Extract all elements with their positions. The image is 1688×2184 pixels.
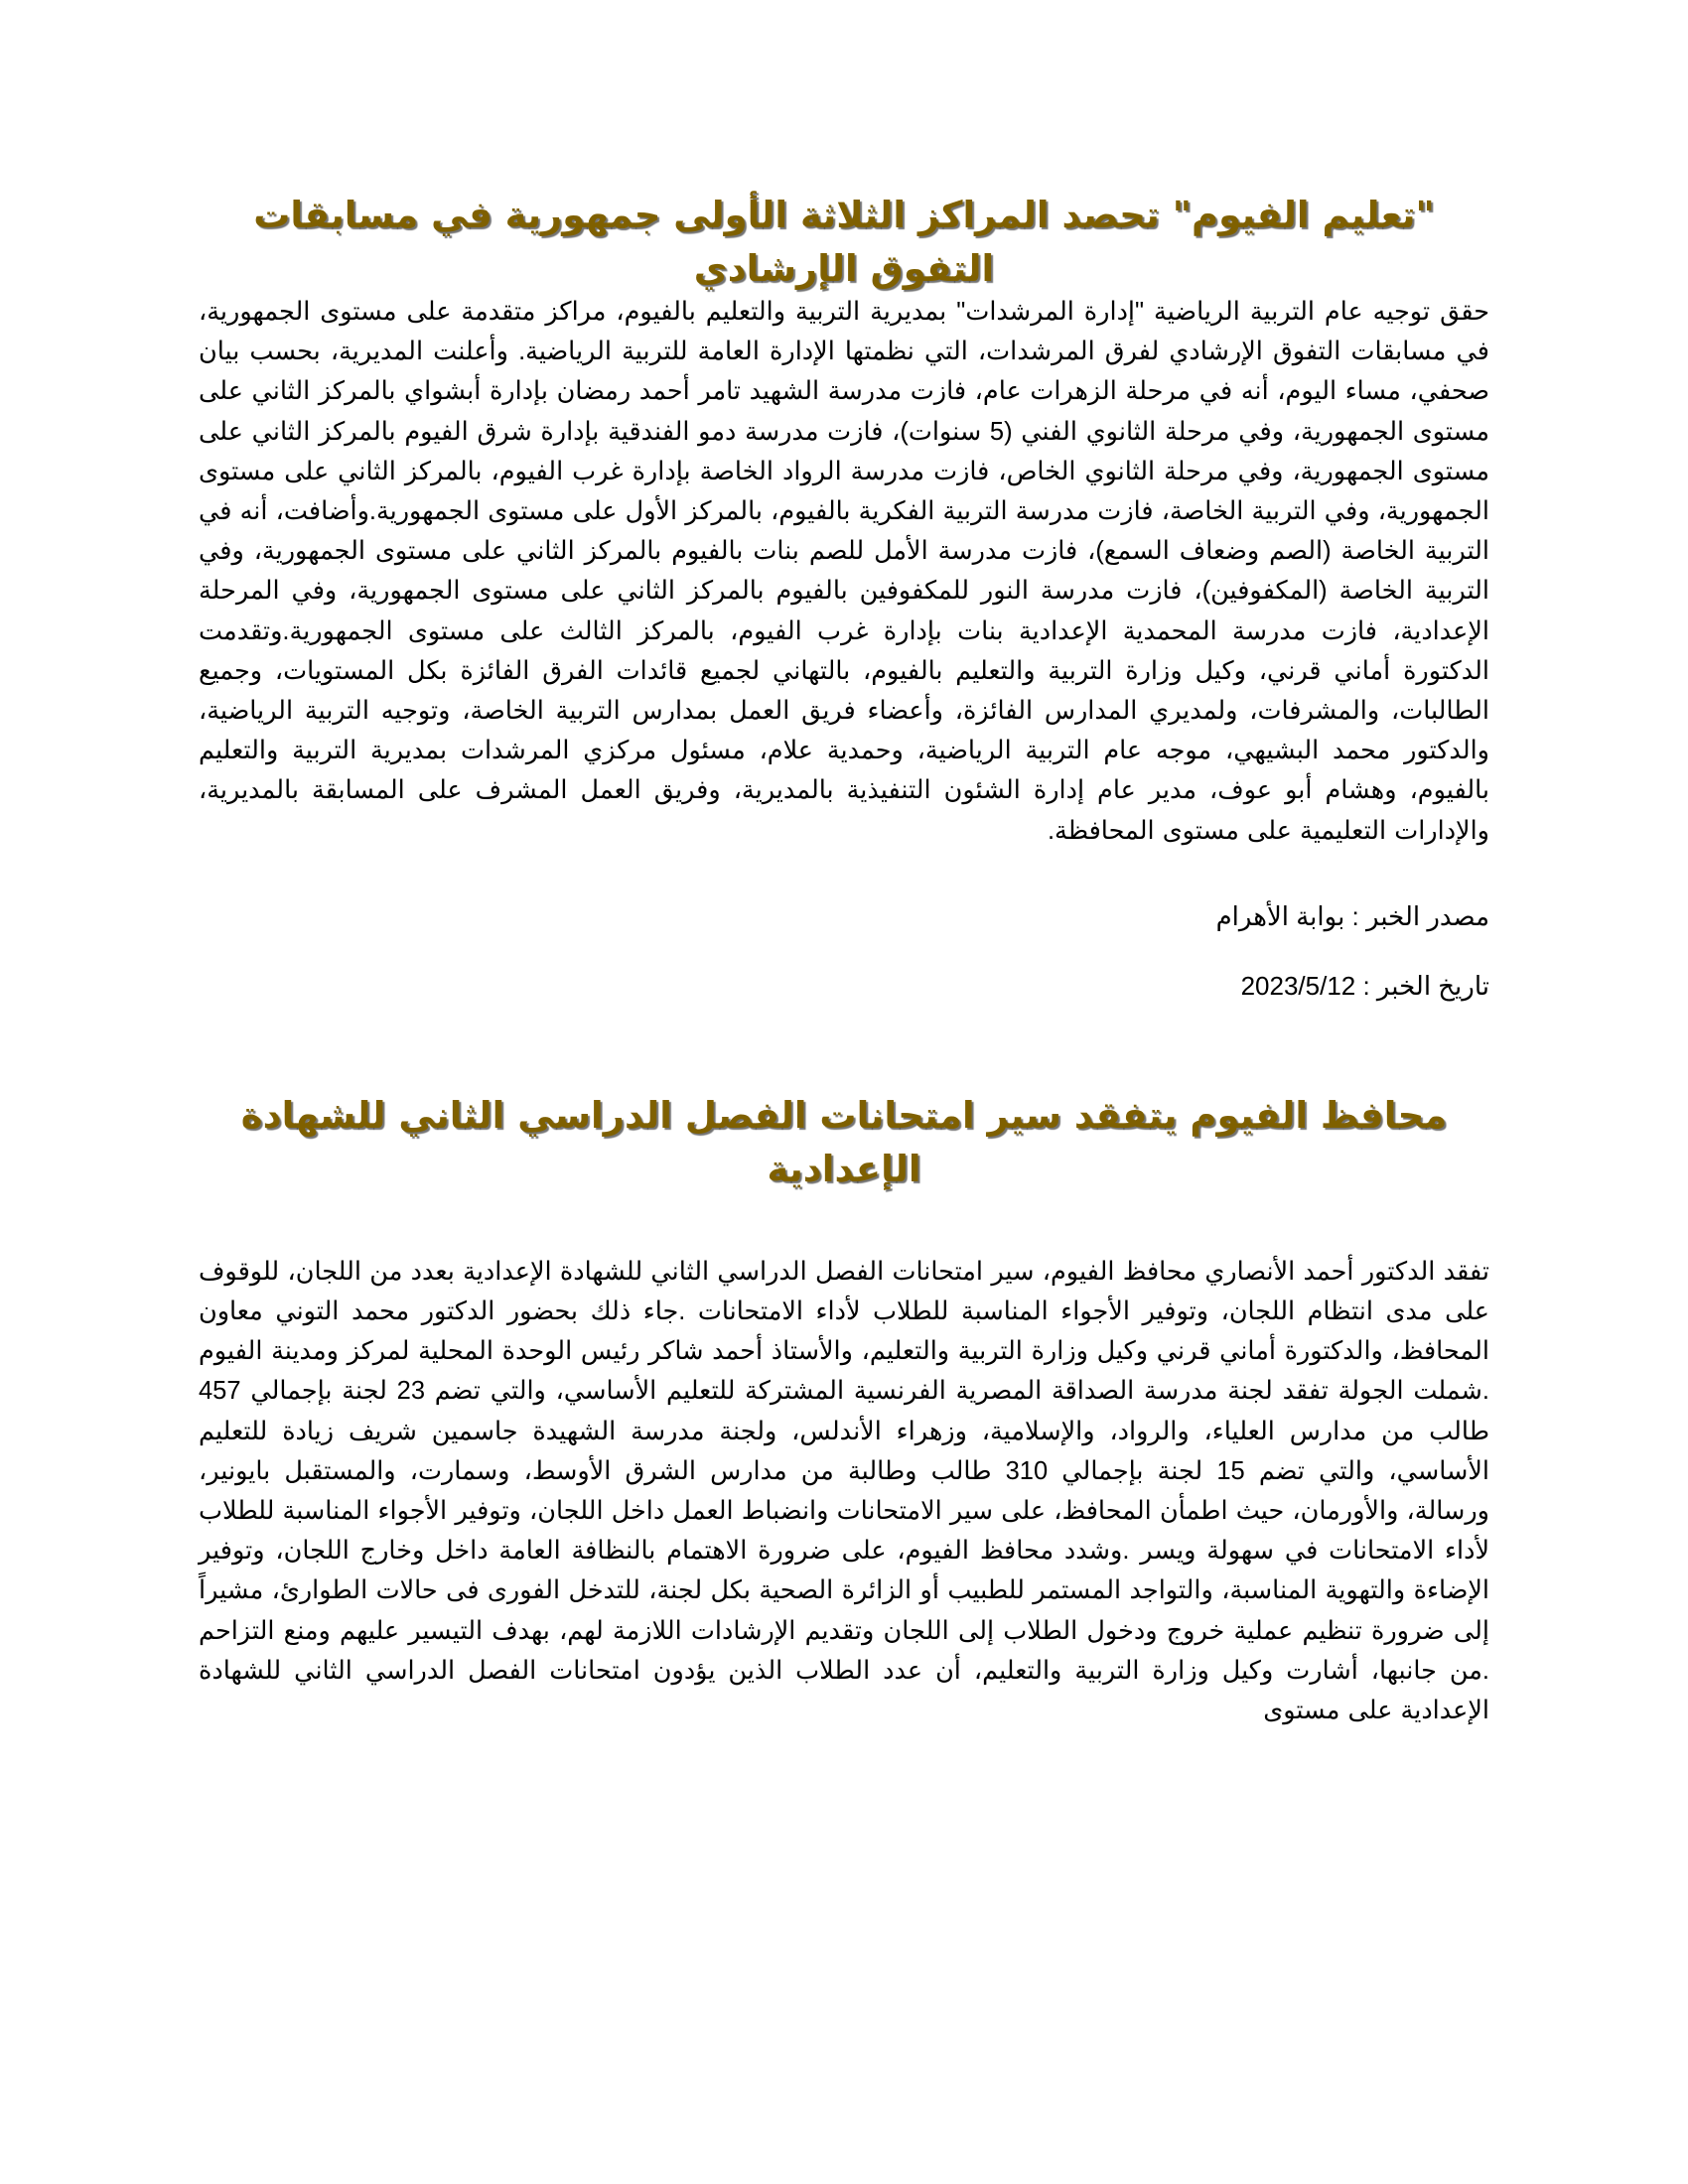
article-body: تفقد الدكتور أحمد الأنصاري محافظ الفيوم، سير امتحانات الفصل الدراسي الثاني للشهادة الإعدادية بعدد من اللجان، للوقوف على مدى انتظام اللجان، وتوفير الأجواء المناسبة للطلاب لأداء الامتحانات .جاء ذلك بحضور الدكتور محمد التوني معاون المحافظ، والدكتورة أماني قرني وكيل وزارة التربية والتعليم، والأستاذ أحمد شاكر رئيس الوحدة المحلية لمركز ومدينة الفيوم .شملت الجولة تفقد لجنة مدرسة الصداقة المصرية الفرنسية المشتركة للتعليم الأساسي، والتي تضم 23 لجنة بإجمالي 457 طالب من مدارس العلياء، والرواد، والإسلامية، وزهراء الأندلس، ولجنة مدرسة الشهيدة جاسمين شريف زيادة للتعليم الأساسي، والتي تضم 15 لجنة بإجمالي 310 طالب وطالبة من مدارس الشرق الأوسط، وسمارت، والمستقبل بايونير، ورسالة، والأورمان، حيث اطمأن المحافظ، على سير الامتحانات وانضباط العمل داخل اللجان، وتوفير الأجواء المناسبة للطلاب لأداء الامتحانات في سهولة ويسر .وشدد محافظ الفيوم، على ضرورة الاهتمام بالنظافة العامة داخل وخارج اللجان، وتوفير الإضاءة والتهوية المناسبة، والتواجد المستمر للطبيب أو الزائرة الصحية بكل لجنة، للتدخل الفورى فى حالات الطوارئ، مشيراً إلى ضرورة تنظيم عملية خروج ودخول الطلاب إلى اللجان وتقديم الإرشادات اللازمة لهم، بهدف التيسير عليهم ومنع التزاحم .من جانبها، أشارت وكيل وزارة التربية والتعليم، أن عدد الطلاب الذين يؤدون امتحانات الفصل الدراسي الثاني للشهادة الإعدادية على مستوى [199, 1257, 1490, 1725]
article-1 [199, 189, 1489, 1006]
news-date: تاريخ الخبر : 2023/5/12 [1240, 970, 1489, 1001]
article-2 [199, 1089, 1489, 1730]
document-page [199, 179, 1489, 1730]
article-body: حقق توجيه عام التربية الرياضية "إدارة المرشدات" بمديرية التربية والتعليم بالفيوم، مراكز متقدمة على مستوى الجمهورية، في مسابقات التفوق الإرشادي لفرق المرشدات، التي نظمتها الإدارة العامة للتربية الرياضية. وأعلنت المديرية، بحسب بيان صحفي، مساء اليوم، أنه في مرحلة الزهرات عام، فازت مدرسة الشهيد تامر أحمد رمضان بإدارة أبشواي بالمركز الثاني على مستوى الجمهورية، وفي مرحلة الثانوي الفني (5 سنوات)، فازت مدرسة دمو الفندقية بإدارة شرق الفيوم بالمركز الثاني على مستوى الجمهورية، وفي مرحلة الثانوي الخاص، فازت مدرسة الرواد الخاصة بإدارة غرب الفيوم، بالمركز الثاني على مستوى الجمهورية، وفي التربية الخاصة، فازت مدرسة التربية الفكرية بالفيوم، بالمركز الأول على مستوى الجمهورية.وأضافت، أنه في التربية الخاصة (الصم وضعاف السمع)، فازت مدرسة الأمل للصم بنات بالفيوم بالمركز الثاني على مستوى الجمهورية، وفي التربية الخاصة (المكفوفين)، فازت مدرسة النور للمكفوفين بالفيوم بالمركز الثاني على مستوى الجمهورية، وفي المرحلة الإعدادية، فازت مدرسة المحمدية الإعدادية بنات بإدارة غرب الفيوم، بالمركز الثالث على مستوى الجمهورية.وتقدمت الدكتورة أماني قرني، وكيل وزارة التربية والتعليم بالفيوم، بالتهاني لجميع قائدات الفرق الفائزة بكل المستويات، وجميع الطالبات، والمشرفات، ولمديري المدارس الفائزة، وأعضاء فريق العمل بمدارس التربية الخاصة، وتوجيه التربية الرياضية، والدكتور محمد البشيهي، موجه عام التربية الرياضية، وحمدية علام، مسئول مركزي المرشدات بمديرية التربية والتعليم بالفيوم، وهشام أبو عوف، مدير عام إدارة الشئون التنفيذية بالمديرية، وفريق العمل المشرف على المسابقة بالمديرية، والإدارات التعليمية على مستوى المحافظة. [199, 298, 1489, 845]
news-source: مصدر الخبر : بوابة الأهرام [1215, 900, 1489, 931]
article-title: محافظ الفيوم يتفقد سير امتحانات الفصل الدراسي الثاني للشهادة الإعدادية [240, 1093, 1448, 1190]
article-title: "تعليم الفيوم" تحصد المراكز الثلاثة الأولى جمهورية في مسابقات التفوق الإرشادي [253, 194, 1435, 290]
